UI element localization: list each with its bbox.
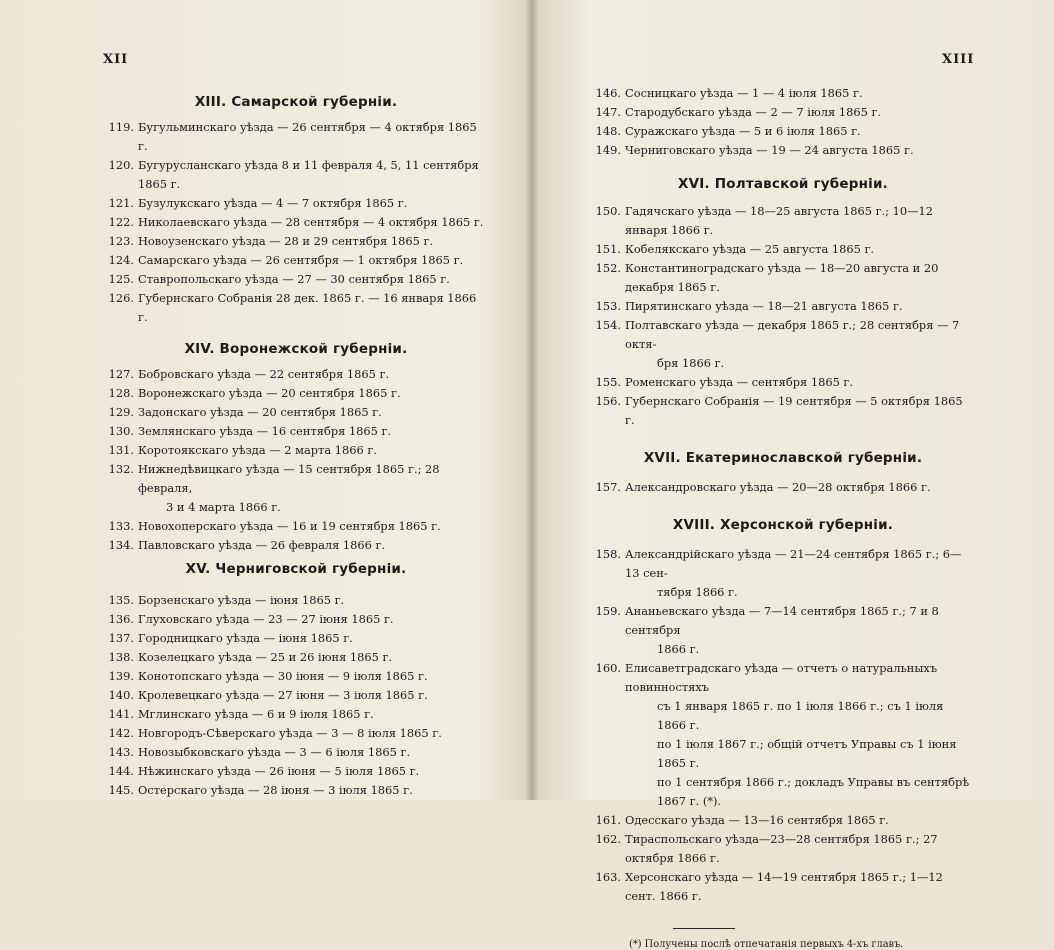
entry-number: 127.: [108, 367, 134, 381]
entry-number: 148.: [595, 124, 621, 138]
left-column: [106, 82, 486, 800]
entry-text: Пирятинскаго уѣзда — 18—21 августа 1865 г.: [625, 299, 903, 313]
entry-text: Городницкаго уѣзда — іюня 1865 г.: [138, 631, 353, 645]
entry-text: Глуховскаго уѣзда — 23 — 27 іюня 1865 г.: [138, 612, 394, 626]
entry-text: Самарскаго уѣзда — 26 сентября — 1 октября 1865 г.: [138, 253, 464, 267]
entry-text: Новоузенскаго уѣзда — 28 и 29 сентября 1865 г.: [138, 234, 434, 248]
list-item: [593, 297, 973, 316]
entry-number: 158.: [595, 547, 621, 561]
list-item: [106, 460, 486, 517]
entry-continuation: 3 и 4 марта 1866 г.: [166, 500, 281, 514]
entry-number: 129.: [108, 405, 134, 419]
entry-text: Павловскаго уѣзда — 26 февраля 1866 г.: [138, 538, 386, 552]
section-heading: XVI. Полтавской губернiи.: [678, 176, 888, 192]
entry-text: Роменскаго уѣзда — сентября 1865 г.: [625, 375, 854, 389]
entry-continuation: по 1 іюля 1867 г.; общій отчетъ Управы съ 1 іюня 1865 г.: [657, 737, 957, 770]
entry-number: 147.: [595, 105, 621, 119]
list-item: [106, 686, 486, 705]
list-item: [106, 667, 486, 686]
section-heading: XV. Черниговской губернiи.: [185, 561, 407, 577]
entry-line: Полтавскаго уѣзда — декабря 1865 г.; 28 сентября — 7 октя-: [625, 318, 960, 351]
entry-text: Тираспольскаго уѣзда—23—28 сентября 1865 г.; 27 октября 1866 г.: [625, 832, 938, 865]
right-page: [537, 0, 1054, 950]
entry-text: [625, 659, 973, 811]
entry-text: Губернскаго Собранія — 19 сентября — 5 октября 1865 г.: [625, 394, 963, 427]
list-item: [593, 602, 973, 659]
entry-text: Конотопскаго уѣзда — 30 іюня — 9 іюля 1865 г.: [138, 669, 428, 683]
entry-continuation: бря 1866 г.: [657, 356, 725, 370]
entry-text: Остерскаго уѣзда — 28 іюня — 3 іюля 1865 г.: [138, 783, 413, 797]
entry-number: 120.: [108, 158, 134, 172]
list-item: [106, 743, 486, 762]
entry-number: 137.: [108, 631, 134, 645]
list-item: [106, 422, 486, 441]
entry-text: Нѣжинскаго уѣзда — 26 іюня — 5 іюля 1865 г.: [138, 764, 420, 778]
entry-text: Александровскаго уѣзда — 20—28 октября 1866 г.: [625, 480, 931, 494]
entry-number: 123.: [108, 234, 134, 248]
list-item: [593, 478, 973, 497]
entry-list: [593, 545, 973, 906]
entry-number: 122.: [108, 215, 134, 229]
list-item: [106, 232, 486, 251]
entry-line: Александрійскаго уѣзда — 21—24 сентября 1865 г.; 6—13 сен-: [625, 547, 962, 580]
entry-number: 133.: [108, 519, 134, 533]
list-item: [106, 194, 486, 213]
entry-text: Бузулукскаго уѣзда — 4 — 7 октября 1865 г.: [138, 196, 408, 210]
entry-number: 160.: [595, 661, 621, 675]
list-item: [106, 156, 486, 194]
list-item: [593, 141, 973, 160]
entry-number: 153.: [595, 299, 621, 313]
page-number-right: XIII: [942, 52, 975, 67]
entry-number: 139.: [108, 669, 134, 683]
entry-text: Задонскаго уѣзда — 20 сентября 1865 г.: [138, 405, 382, 419]
list-item: [106, 591, 486, 610]
section-heading: XVII. Екатеринославской губернiи.: [643, 450, 923, 466]
list-item: [106, 762, 486, 781]
entry-list: [593, 202, 973, 430]
list-item: [593, 122, 973, 141]
entry-number: 121.: [108, 196, 134, 210]
list-item: [106, 517, 486, 536]
entry-number: 151.: [595, 242, 621, 256]
entry-number: 135.: [108, 593, 134, 607]
entry-number: 154.: [595, 318, 621, 332]
list-item: [593, 830, 973, 868]
entry-continuation: тября 1866 г.: [657, 585, 738, 599]
entry-text: [625, 545, 973, 602]
entry-continuation: съ 1 января 1865 г. по 1 іюля 1866 г.; съ 1 іюля 1866 г.: [657, 699, 944, 732]
entry-text: Одесскаго уѣзда — 13—16 сентября 1865 г.: [625, 813, 889, 827]
entry-text: Новозыбковскаго уѣзда — 3 — 6 іюля 1865 г.: [138, 745, 411, 759]
page-number-left: XII: [103, 52, 129, 67]
list-item: [593, 392, 973, 430]
entry-number: 125.: [108, 272, 134, 286]
list-item: [593, 545, 973, 602]
entry-list: [106, 118, 486, 327]
entry-number: 138.: [108, 650, 134, 664]
entry-list: [593, 478, 973, 497]
list-item: [593, 240, 973, 259]
entry-text: Бобровскаго уѣзда — 22 сентября 1865 г.: [138, 367, 390, 381]
list-item: [106, 648, 486, 667]
entry-text: Николаевскаго уѣзда — 28 сентября — 4 октября 1865 г.: [138, 215, 484, 229]
entry-number: 146.: [595, 86, 621, 100]
list-item: [593, 868, 973, 906]
list-item: [593, 84, 973, 103]
entry-number: 124.: [108, 253, 134, 267]
entry-number: 132.: [108, 462, 134, 476]
entry-number: 162.: [595, 832, 621, 846]
left-page: [0, 0, 527, 800]
entry-text: Гадячскаго уѣзда — 18—25 августа 1865 г.; 10—12 января 1866 г.: [625, 204, 934, 237]
right-column: [593, 84, 973, 950]
list-item: [106, 213, 486, 232]
entry-line: Нижнедѣвицкаго уѣзда — 15 сентября 1865 г.; 28 февраля,: [138, 462, 440, 495]
entry-number: 161.: [595, 813, 621, 827]
list-item: [593, 202, 973, 240]
list-item: [593, 259, 973, 297]
entry-number: 134.: [108, 538, 134, 552]
entry-text: Козелецкаго уѣзда — 25 и 26 іюня 1865 г.: [138, 650, 393, 664]
entry-list: [106, 591, 486, 800]
list-item: [106, 403, 486, 422]
list-item: [593, 811, 973, 830]
entry-text: Кролевецкаго уѣзда — 27 іюня — 3 іюля 1865 г.: [138, 688, 428, 702]
entry-number: 140.: [108, 688, 134, 702]
entry-text: Землянскаго уѣзда — 16 сентября 1865 г.: [138, 424, 392, 438]
entry-text: Губернскаго Собранія 28 дек. 1865 г. — 16 января 1866 г.: [138, 291, 477, 324]
entry-number: 157.: [595, 480, 621, 494]
entry-text: Мглинскаго уѣзда — 6 и 9 іюля 1865 г.: [138, 707, 374, 721]
entry-number: 156.: [595, 394, 621, 408]
entry-text: Константиноградскаго уѣзда — 18—20 августа и 20 декабря 1865 г.: [625, 261, 939, 294]
list-item: [106, 365, 486, 384]
entry-text: [625, 602, 973, 659]
entry-text: [625, 316, 973, 373]
list-item: [106, 270, 486, 289]
entry-number: 145.: [108, 783, 134, 797]
entry-line: Ананьевскаго уѣзда — 7—14 сентября 1865 г.; 7 и 8 сентября: [625, 604, 939, 637]
entry-text: Воронежскаго уѣзда — 20 сентября 1865 г.: [138, 386, 401, 400]
entry-text: Стародубскаго уѣзда — 2 — 7 іюля 1865 г.: [625, 105, 882, 119]
entry-text: Коротоякскаго уѣзда — 2 марта 1866 г.: [138, 443, 377, 457]
entry-number: 142.: [108, 726, 134, 740]
entry-number: 144.: [108, 764, 134, 778]
entry-number: 130.: [108, 424, 134, 438]
list-item: [593, 659, 973, 811]
entry-number: 131.: [108, 443, 134, 457]
entry-text: Херсонскаго уѣзда — 14—19 сентября 1865 г.; 1—12 сент. 1866 г.: [625, 870, 943, 903]
entry-number: 149.: [595, 143, 621, 157]
section-heading: XIII. Самарской губернiи.: [194, 94, 398, 110]
entry-number: 150.: [595, 204, 621, 218]
list-item: [106, 289, 486, 327]
section-heading: XIV. Воронежской губернiи.: [184, 341, 408, 357]
list-item: [593, 373, 973, 392]
entry-text: Черниговскаго уѣзда — 19 — 24 августа 1865 г.: [625, 143, 914, 157]
list-item: [106, 724, 486, 743]
entry-text: Суражскаго уѣзда — 5 и 6 іюля 1865 г.: [625, 124, 861, 138]
entry-number: 163.: [595, 870, 621, 884]
list-item: [106, 781, 486, 800]
entry-text: Новгородъ-Сѣверскаго уѣзда — 3 — 8 іюля 1865 г.: [138, 726, 442, 740]
entry-continuation: 1866 г.: [657, 642, 700, 656]
list-item: [106, 629, 486, 648]
entry-number: 155.: [595, 375, 621, 389]
entry-number: 143.: [108, 745, 134, 759]
list-item: [106, 384, 486, 403]
entry-text: Бугурусланскаго уѣзда 8 и 11 февраля 4, 5, 11 сентября 1865 г.: [138, 158, 479, 191]
entry-text: Новохоперскаго уѣзда — 16 и 19 сентября 1865 г.: [138, 519, 441, 533]
entry-continuation: по 1 сентября 1866 г.; докладъ Управы въ сентябрѣ 1867 г. (*).: [657, 775, 970, 808]
entry-number: 152.: [595, 261, 621, 275]
entry-text: Борзенскаго уѣзда — іюня 1865 г.: [138, 593, 345, 607]
list-item: [593, 103, 973, 122]
entry-list: [593, 84, 973, 160]
list-item: [106, 118, 486, 156]
entry-line: Елисаветградскаго уѣзда — отчетъ о натуральныхъ повинностяхъ: [625, 661, 938, 694]
entry-text: [138, 460, 486, 517]
entry-number: 159.: [595, 604, 621, 618]
entry-number: 128.: [108, 386, 134, 400]
list-item: [106, 705, 486, 724]
list-item: [106, 536, 486, 555]
footnote: (*) Получены послѣ отпечатанія первыхъ 4-хъ главъ.: [629, 939, 904, 950]
footnote-rule: [673, 928, 735, 929]
list-item: [106, 610, 486, 629]
entry-text: Кобелякскаго уѣзда — 25 августа 1865 г.: [625, 242, 875, 256]
list-item: [106, 441, 486, 460]
entry-text: Бугульминскаго уѣзда — 26 сентября — 4 октября 1865 г.: [138, 120, 477, 153]
entry-number: 141.: [108, 707, 134, 721]
entry-text: Сосницкаго уѣзда — 1 — 4 іюля 1865 г.: [625, 86, 863, 100]
list-item: [106, 251, 486, 270]
section-heading: XVIII. Херсонской губернiи.: [672, 517, 894, 533]
entry-number: 126.: [108, 291, 134, 305]
entry-list: [106, 365, 486, 555]
entry-text: Ставропольскаго уѣзда — 27 — 30 сентября 1865 г.: [138, 272, 450, 286]
entry-number: 119.: [108, 120, 134, 134]
entry-number: 136.: [108, 612, 134, 626]
list-item: [593, 316, 973, 373]
